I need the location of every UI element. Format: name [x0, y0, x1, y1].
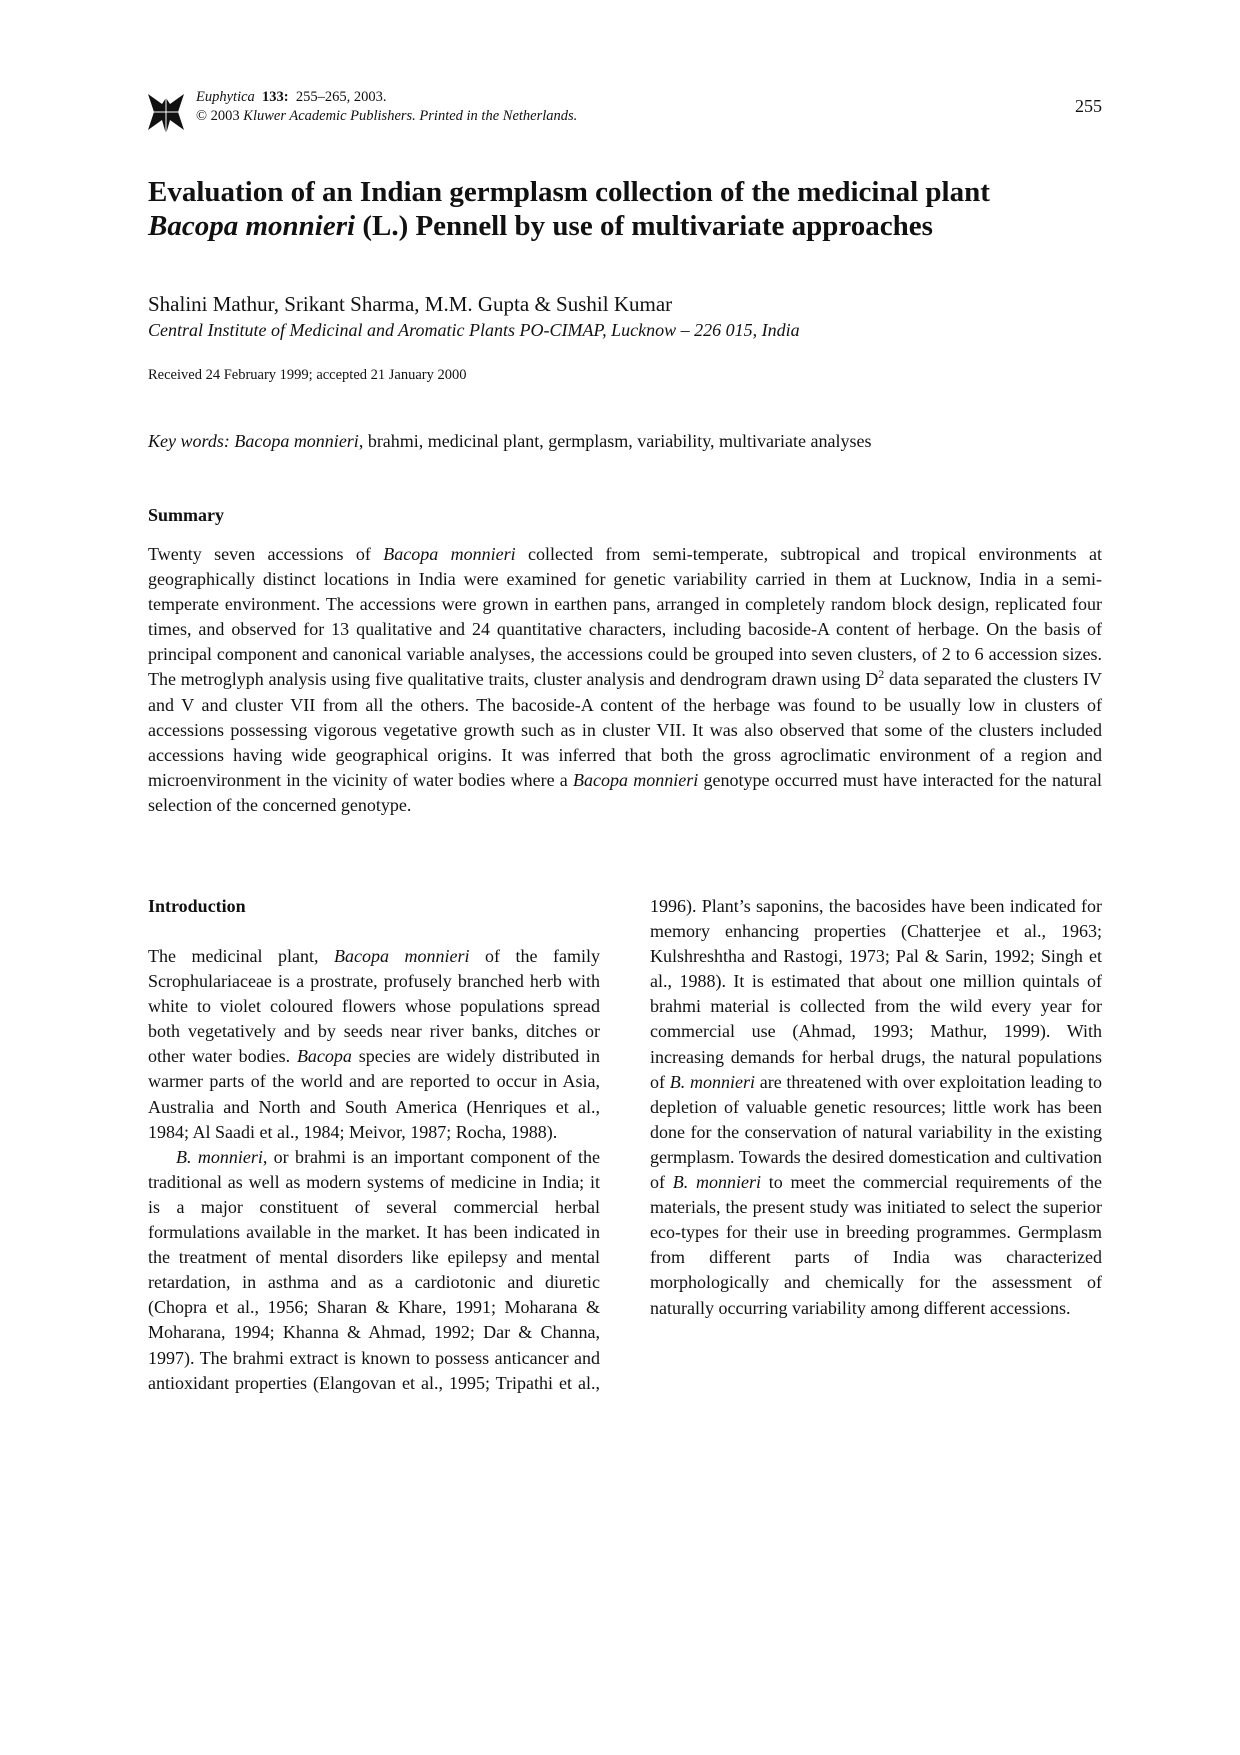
species-name: B. monnieri: [669, 1071, 755, 1092]
journal-volume: 133:: [262, 89, 289, 105]
affiliation: Central Institute of Medicinal and Aromatic Plants PO-CIMAP, Lucknow – 226 015, India: [148, 320, 800, 340]
keywords-species: Bacopa monnieri: [229, 431, 359, 451]
keywords-list: , brahmi, medicinal plant, germplasm, variability, multivariate analyses: [358, 431, 872, 451]
summary-seg: collected from semi-temperate, subtropical and tropical environments at geographically distinct locations in India were examined for genetic variability carried in them at Lucknow, India in a semi-temperate environment. The accessions were grown in earthen pans, arranged in completely random block design, replicated four times, and observed for 13 qualitative and 24 quantitative characters, including bacoside-A content of herbage. On the basis of principal component and canonical variable analyses, the accessions could be grouped into seven clusters, of 2 to 6 accession sizes. The metroglyph analysis using five qualitative traits, cluster analysis and dendrogram drawn using D: [148, 544, 1103, 690]
journal-name: Euphytica: [196, 89, 255, 105]
species-name: B. monnieri: [176, 1146, 263, 1167]
keywords: [148, 431, 872, 452]
received-dates: Received 24 February 1999; accepted 21 January 2000: [148, 367, 467, 383]
text-seg: , or brahmi is an important component of the traditional as well as modern systems of medicine in India; it is a major constituent of several commercial herbal formulations available in the market. It has been indicated in the treatment of mental disorders like epilepsy and mental retardation, in asthma and as a cardiotonic and diuretic (Chopra et al., 1956; Sharan & Khare, 1991; Moharana & Moharana, 1994; Khanna & Ahmad, 1992; Dar & Channa, 1997). The brahmi extract is known to possess anticancer and antioxidant properties (Elangovan et al., 1995; Tripathi et al., 1996). Plant’s saponins, the bacosides have been indicated for memory enhancing properties (Chatterjee et al., 1963; Kulshreshtha and Rastogi, 1973; Pal & Sarin, 1992; Singh et al., 1988). It is estimated that about one million quintals of brahmi material is collected from the wild every year for commercial use (Ahmad, 1993; Mathur, 1999). With increasing demands for herbal drugs, the natural populations of: [148, 896, 1102, 1393]
page-number: 255: [1075, 96, 1102, 116]
summary-heading: Summary: [148, 505, 224, 525]
publisher: Kluwer Academic Publishers. Printed in the Netherlands.: [243, 108, 578, 124]
text-seg: to meet the commercial requirements of the materials, the present study was initiated to select the superior eco-types for their use in breeding programmes. Germplasm from different parts of India was characterized morphologically and chemically for the assessment of naturally occurring variability among different accessions.: [650, 1172, 1102, 1318]
intro-paragraph-1: [148, 944, 600, 1145]
introduction-heading: Introduction: [148, 896, 246, 916]
paper-title: [148, 175, 1102, 243]
genus-name: Bacopa: [296, 1046, 352, 1067]
journal-citation: [196, 88, 577, 126]
summary-species: Bacopa monnieri: [573, 769, 699, 790]
title-species: Bacopa monnieri: [148, 210, 356, 242]
text-seg: species are widely distributed in warmer parts of the world and are reported to occur in Asia, Australia and North and South America (Henriques et al., 1984; Al Saadi et al., 1984; Meivor, 1987; Rocha, 1988).: [148, 1046, 600, 1142]
title-line-1: Evaluation of an Indian germplasm collection of the medicinal plant: [148, 176, 990, 208]
summary-species: Bacopa monnieri: [383, 544, 516, 564]
text-seg: are threatened with over exploitation leading to depletion of valuable genetic resources; little work has been done for the conservation of natural variability in the existing germplasm. Towards the desired domestication and cultivation of: [650, 1071, 1102, 1193]
keywords-label: Key words:: [148, 431, 230, 451]
summary-text: [148, 542, 1102, 818]
summary-seg: Twenty seven accessions of: [148, 544, 384, 564]
species-name: Bacopa monnieri: [333, 946, 470, 966]
introduction-section: [148, 894, 1102, 1414]
text-seg: The medicinal plant,: [148, 946, 334, 966]
species-name: B. monnieri: [672, 1172, 761, 1193]
text-seg: of the family Scrophulariaceae is a prostrate, profusely branched herb with white to violet coloured flowers whose populations spread both vegetatively and by seeds near river banks, ditches or other water bodies.: [148, 946, 600, 1067]
publisher-logo-icon: [148, 90, 184, 134]
journal-pages: 255–265, 2003.: [295, 89, 387, 105]
summary-seg: genotype occurred must have interacted for the natural selection of the concerned genotype.: [148, 769, 1103, 815]
running-header: [148, 88, 1102, 138]
authors: Shalini Mathur, Srikant Sharma, M.M. Gupta & Sushil Kumar: [148, 292, 673, 316]
summary-seg: data separated the clusters IV and V and cluster VII from all the others. The bacoside-A content of the herbage was found to be usually low in clusters of accessions possessing vigorous vegetative growth such as in cluster VII. It was also observed that some of the clusters included accessions having wide geographical origins. It was inferred that both the gross agroclimatic environment of a region and microenvironment in the vicinity of water bodies where a: [148, 669, 1102, 790]
copyright: © 2003: [196, 108, 240, 124]
title-line-2: (L.) Pennell by use of multivariate approaches: [355, 210, 933, 242]
summary-superscript: 2: [878, 667, 885, 682]
